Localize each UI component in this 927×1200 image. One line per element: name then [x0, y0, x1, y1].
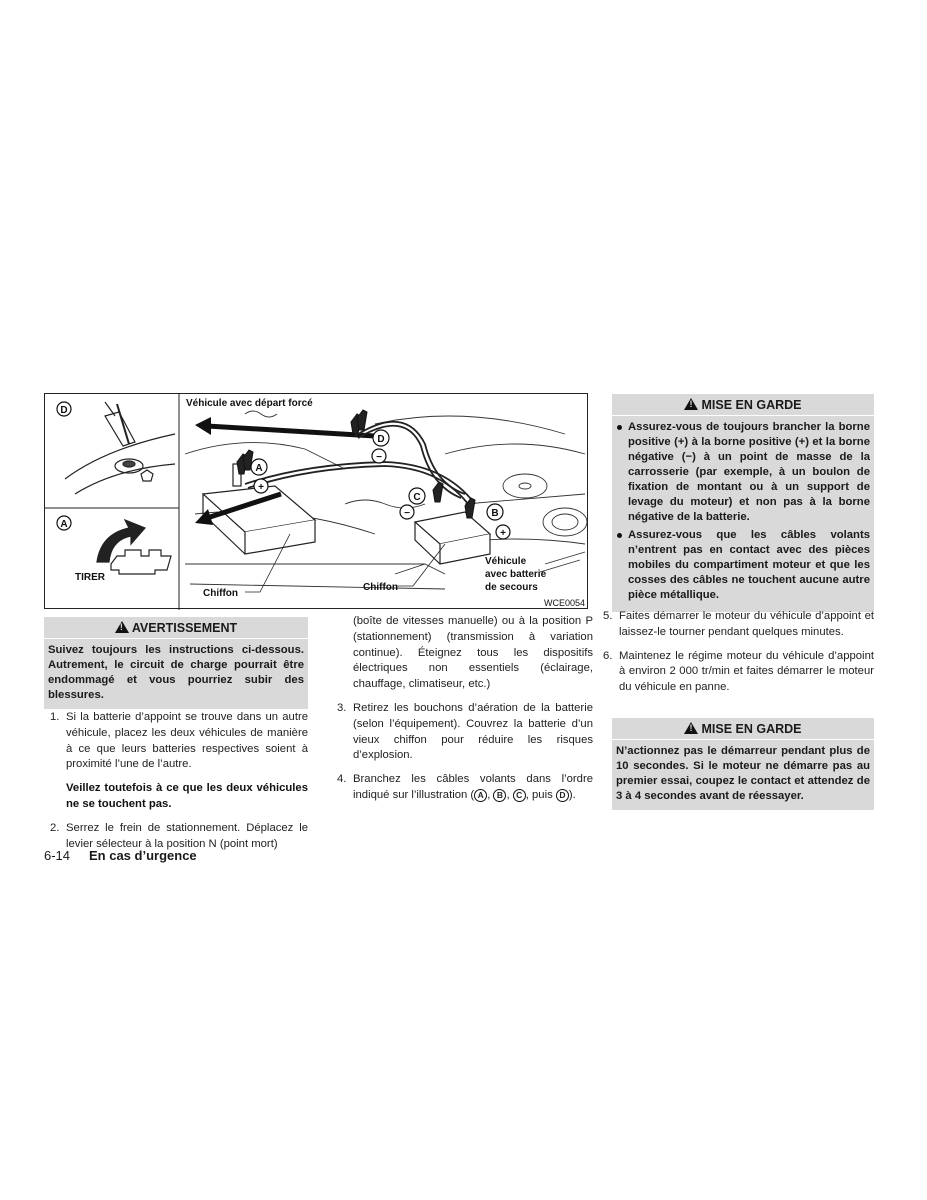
step-4 — [331, 772, 593, 804]
section-title: En cas d’urgence — [89, 848, 197, 863]
caution-1-title: MISE EN GARDE — [701, 398, 802, 412]
warning-text: Suivez toujours les instructions ci-dessous. Autrement, le circuit de charge pourrait être endommagé et vous pourriez subir des blessures. — [48, 644, 304, 701]
steps-right-column — [597, 609, 874, 696]
steps-middle-column — [331, 614, 593, 804]
steps-left-column — [44, 710, 308, 852]
step-5-text: Faites démarrer le moteur du véhicule d’appoint et laissez-le tourner pendant quelques minutes. — [619, 610, 874, 638]
caution-1-header — [612, 394, 874, 416]
jump-start-illustration — [44, 393, 588, 609]
step-4-number: 4. — [337, 773, 347, 786]
step-2-continued — [331, 614, 593, 693]
page-number: 6-14 — [44, 848, 71, 863]
caution-1-body — [612, 416, 874, 612]
vent-cap-inset — [97, 520, 171, 574]
step-4-sep-2: , — [506, 788, 513, 801]
caution-1-bullet-2: Assurez-vous que les câbles volants n’entrent pas en contact avec des pièces mobiles du compartiment moteur et que les cosses des câbles ne touchent aucune autre pièce métallique. — [614, 528, 870, 603]
step-3-text: Retirez les bouchons d’aération de la batterie (selon l’équipement). Couvrez la batterie d’un vieux chiffon pour réduire les risques d’explosion. — [353, 701, 593, 762]
step-5 — [597, 609, 874, 641]
caution-2-triangle-icon — [684, 722, 698, 734]
label-d-inset: D — [60, 405, 68, 416]
step-5-number: 5. — [603, 610, 613, 622]
caution-box-2 — [612, 718, 874, 810]
warning-triangle-icon — [115, 621, 129, 633]
label-d-main: D — [377, 434, 385, 445]
step-4-end: ). — [568, 788, 576, 801]
minus-left: − — [376, 452, 382, 463]
warning-box — [44, 617, 308, 709]
plus-left: + — [258, 482, 264, 493]
battery-left — [203, 464, 315, 554]
step-2-text-a: Serrez le frein de stationnement. Déplacez le levier sélecteur à la position N (point mort) — [66, 821, 308, 850]
backup-vehicle-label-1: Véhicule — [485, 556, 527, 567]
label-a-inset: A — [60, 519, 68, 530]
step-1-number: 1. — [50, 711, 60, 723]
ground-clamp-inset — [65, 402, 175, 494]
battery-right — [415, 512, 490, 564]
step-6-text: Maintenez le régime moteur du véhicule d’appoint à environ 2 000 tr/min et faites démarrer le moteur du véhicule en panne. — [619, 649, 874, 694]
caution-2-text: N’actionnez pas le démarreur pendant plus de 10 secondes. Si le moteur ne démarre pas au premier essai, coupez le contact et attendez de 3 à 4 secondes avant de réessayer. — [616, 745, 870, 802]
chiffon-right-label: Chiffon — [363, 582, 398, 593]
step-1-note — [44, 781, 308, 813]
step-6 — [597, 649, 874, 696]
warning-title: AVERTISSEMENT — [131, 621, 238, 635]
backup-vehicle-label-2: avec batterie — [485, 569, 547, 580]
step-2-text-b: (boîte de vitesses manuelle) ou à la position P (stationnement) (transmission à variation continue). Éteignez tous les dispositifs électriques non essentiels (éclairage, chauffage, climatiseur, etc.) — [353, 615, 593, 691]
step-3-number: 3. — [337, 701, 347, 714]
caution-box-1 — [612, 394, 874, 612]
circle-a-icon: A — [474, 789, 487, 802]
label-c-main: C — [413, 492, 421, 503]
chiffon-left-label: Chiffon — [203, 588, 238, 599]
circle-b-icon: B — [493, 789, 506, 802]
tirer-label: TIRER — [75, 572, 105, 583]
minus-right: − — [404, 508, 410, 519]
circle-c-icon: C — [513, 789, 526, 802]
step-4-puis: , puis — [525, 788, 556, 801]
step-4-sep-1: , — [487, 788, 494, 801]
engine-bay-drawing — [45, 394, 589, 610]
caution-2-header — [612, 718, 874, 740]
step-1-note-text: Veillez toutefois à ce que les deux véhicules ne se touchent pas. — [66, 782, 308, 810]
caution-triangle-icon — [684, 398, 698, 410]
step-3 — [331, 701, 593, 764]
circle-d-icon: D — [556, 789, 569, 802]
plus-right: + — [500, 528, 506, 539]
step-6-number: 6. — [603, 649, 613, 662]
caution-1-bullet-1: Assurez-vous de toujours brancher la borne positive (+) à la borne positive (+) et la borne négative (−) à un point de masse de la carrosserie (par exemple, à un boulon de fixation de montant ou à un support de levage du moteur) et non pas à la borne négative de la batterie. — [614, 420, 870, 525]
step-1 — [44, 710, 308, 773]
label-a-main: A — [255, 463, 263, 474]
caution-2-title: MISE EN GARDE — [701, 722, 802, 736]
figure-code: WCE0054 — [543, 598, 585, 608]
vehicle-forced-label: Véhicule avec départ forcé — [186, 398, 313, 409]
step-4-text: Branchez les câbles volants dans l’ordre indiqué sur l’illustration ( — [353, 773, 593, 801]
warning-header — [44, 617, 308, 639]
backup-vehicle-label-3: de secours — [485, 582, 538, 593]
label-b-main: B — [491, 508, 499, 519]
step-1-text: Si la batterie d’appoint se trouve dans un autre véhicule, placez les deux véhicules de manière à ce que leurs batteries respectives soient à proximité l’une de l’autre. — [66, 711, 308, 771]
step-2-number: 2. — [50, 821, 60, 834]
